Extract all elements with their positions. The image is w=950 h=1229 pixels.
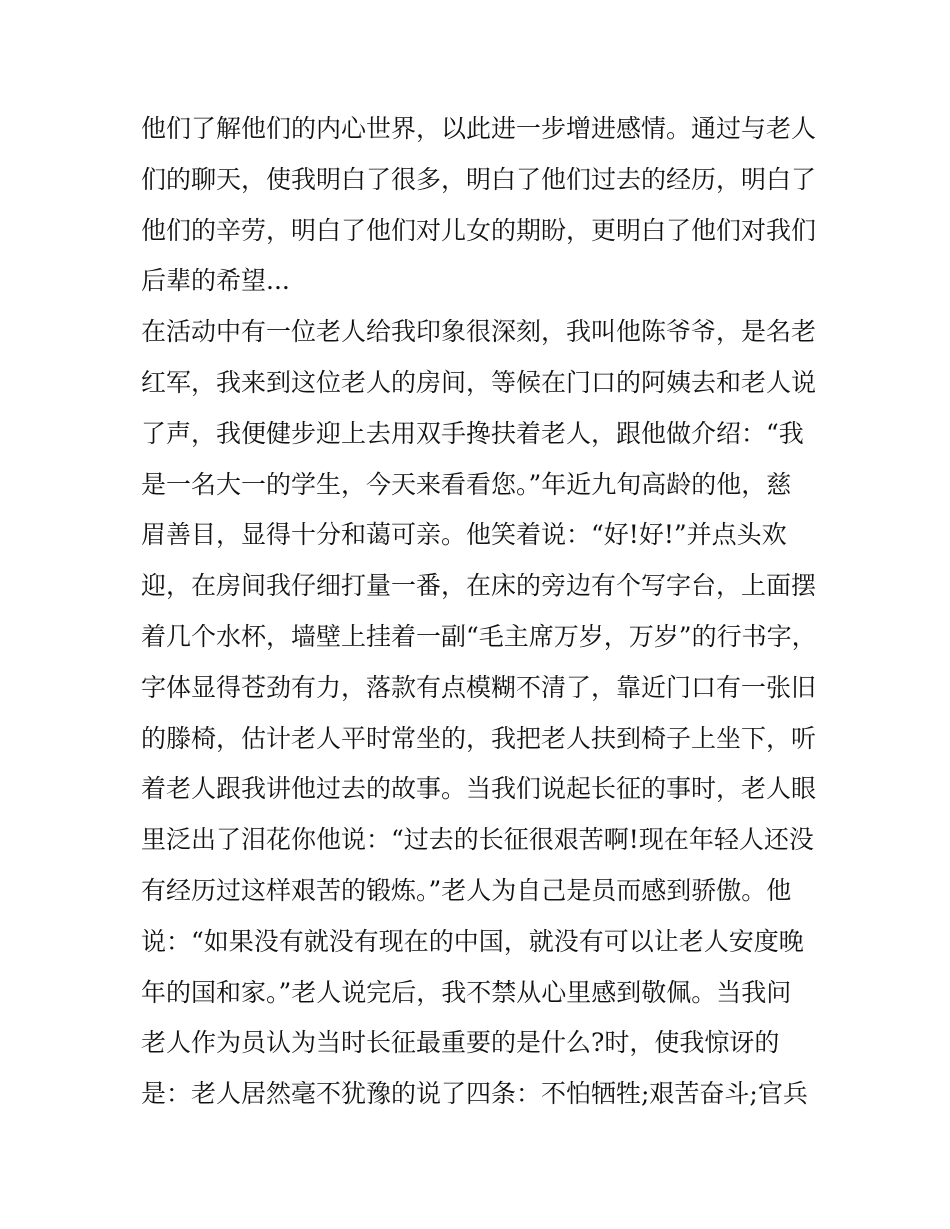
body-text	[141, 104, 821, 1120]
text-line: 是：老人居然毫不犹豫的说了四条：不怕牺牲;艰苦奋斗;官兵	[141, 1079, 808, 1109]
text-line: 着老人跟我讲他过去的故事。当我们说起长征的事时，老人眼	[141, 774, 817, 804]
text-line: 他们的辛劳，明白了他们对儿女的期盼，更明白了他们对我们	[141, 215, 817, 245]
text-line: 在活动中有一位老人给我印象很深刻，我叫他陈爷爷，是名老	[141, 317, 817, 347]
text-line: 老人作为员认为当时长征最重要的是什么?时，使我惊讶的	[141, 1028, 780, 1058]
text-line: 的滕椅，估计老人平时常坐的，我把老人扶到椅子上坐下，听	[141, 723, 817, 753]
text-line: 后辈的希望...	[141, 266, 290, 296]
text-line: 眉善目，显得十分和蔼可亲。他笑着说：“好!好!”并点头欢	[141, 520, 787, 550]
text-line: 他们了解他们的内心世界，以此进一步增进感情。通过与老人	[141, 114, 817, 143]
text-line: 字体显得苍劲有力，落款有点模糊不清了，靠近门口有一张旧	[141, 672, 817, 702]
text-line: 里泛出了泪花你他说：“过去的长征很艰苦啊!现在年轻人还没	[141, 825, 814, 855]
text-line: 着几个水杯，墙壁上挂着一副“毛主席万岁，万岁”的行书字，	[141, 621, 817, 651]
text-line: 迎，在房间我仔细打量一番，在床的旁边有个写字台，上面摆	[141, 571, 817, 601]
text-line: 红军，我来到这位老人的房间，等候在门口的阿姨去和老人说	[141, 367, 817, 397]
text-line: 是一名大一的学生，今天来看看您。”年近九旬高龄的他，慈	[141, 469, 792, 499]
text-line: 说：“如果没有就没有现在的中国，就没有可以让老人安度晚	[141, 926, 804, 956]
text-line: 年的国和家。”老人说完后，我不禁从心里感到敬佩。当我问	[141, 977, 792, 1007]
text-line: 们的聊天，使我明白了很多，明白了他们过去的经历，明白了	[141, 164, 817, 194]
text-line: 有经历过这样艰苦的锻炼。”老人为自己是员而感到骄傲。他	[141, 875, 792, 905]
text-line: 了声，我便健步迎上去用双手搀扶着老人，跟他做介绍：“我	[141, 418, 804, 448]
